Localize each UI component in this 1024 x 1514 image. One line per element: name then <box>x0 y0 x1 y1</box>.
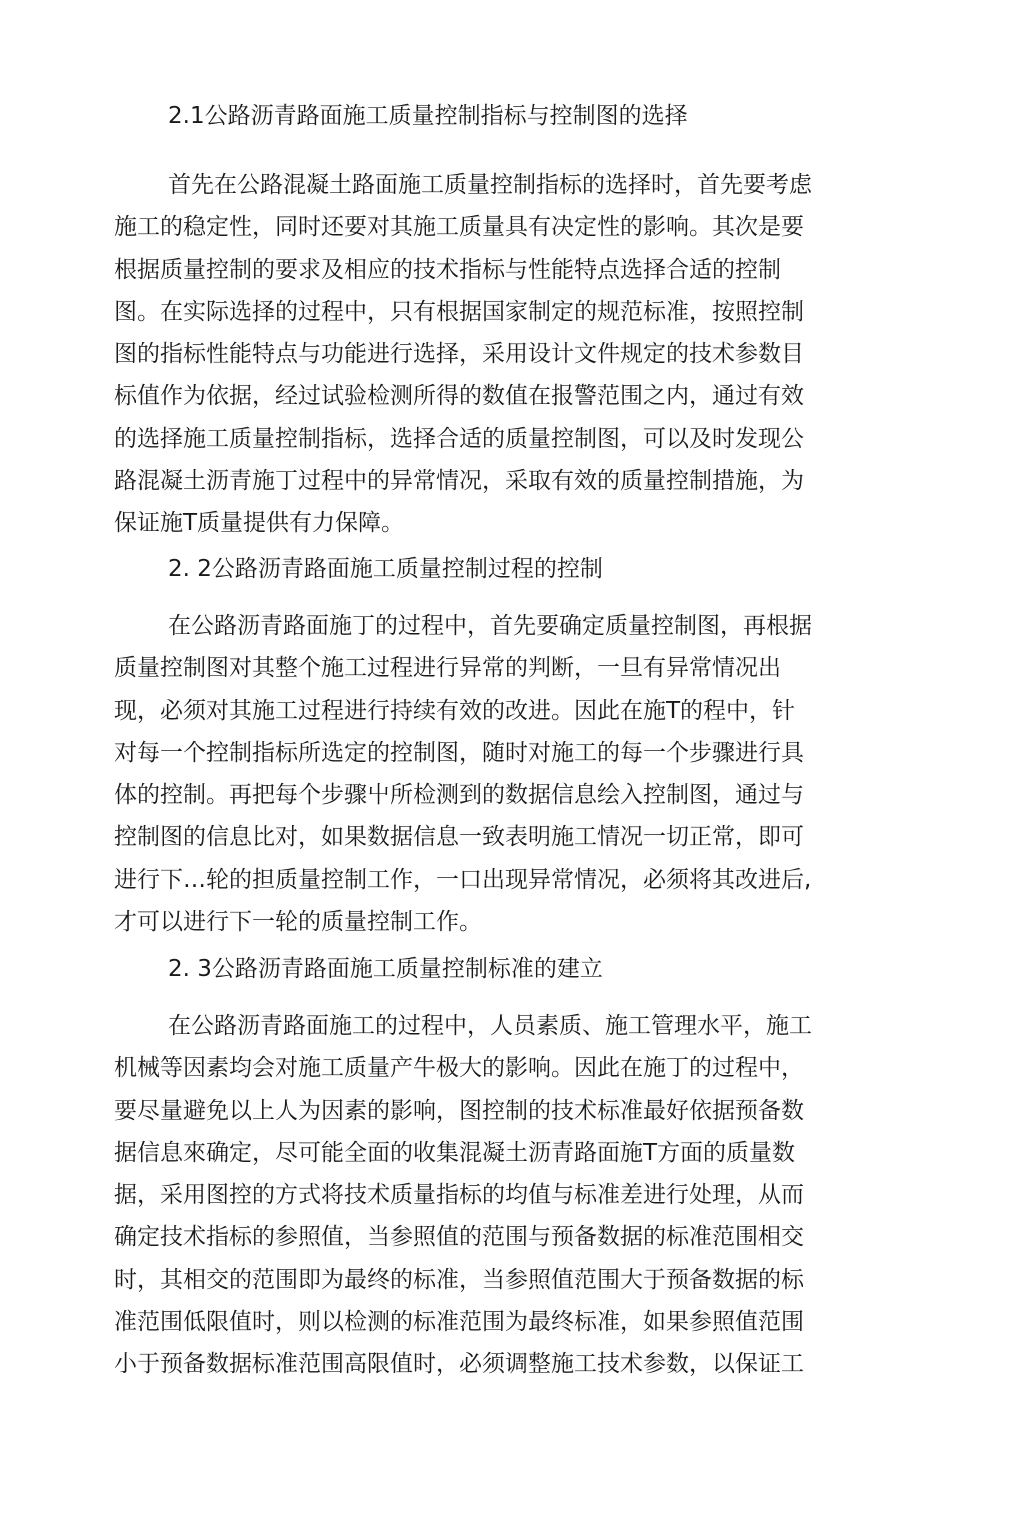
text-line: 在公路沥青路面施工的过程中，人员素质、施工管理水平，施工 <box>168 1013 812 1039</box>
text-line: 小于预备数据标准范围高限值时，必须调整施工技术参数，以保证工 <box>114 1351 804 1378</box>
text-line: 据信息來确定，尽可能全面的收集混凝土沥青路面施T方面的质量数 <box>114 1139 796 1166</box>
text-line: 机械等因素均会对施工质量产牛极大的影响。因此在施丁的过程中， <box>114 1055 804 1082</box>
section-2-3-paragraph <box>114 1005 874 1386</box>
text-line: 要尽量避免以上人为因素的影响，图控制的技术标准最好依据预备数 <box>114 1097 804 1124</box>
text-line: 控制图的信息比对，如果数据信息一致表明施工情况一切正常，即可 <box>114 824 804 851</box>
text-line: 时，其相交的范围即为最终的标准，当参照值范围大于预备数据的标 <box>114 1266 804 1293</box>
text-line: 保证施T质量提供有力保障。 <box>114 510 405 537</box>
text-line: 标值作为依据，经过试验检测所得的数值在报警范围之内，通过有效 <box>114 383 804 410</box>
text-line: 准范围低限值时，则以检测的标准范围为最终标准，如果参照值范围 <box>114 1309 804 1336</box>
section-heading-2-3: 2. 3公路沥青路面施工质量控制标准的建立 <box>168 956 603 982</box>
text-line: 才可以进行下一轮的质量控制工作。 <box>114 909 482 936</box>
text-line: 首先在公路混凝土路面施工质量控制指标的选择时，首先要考虑 <box>168 172 812 198</box>
text-line: 图。在实际选择的过程中，只有根据国家制定的规范标准，按照控制 <box>114 298 804 325</box>
text-line: 路混凝土沥青施丁过程中的异常情况，采取有效的质量控制措施，为 <box>114 468 804 495</box>
section-2-2-paragraph <box>114 605 874 943</box>
text-line: 进行下…轮的担质量控制工作，一口出现异常情况，必须将其改进后, <box>114 866 812 893</box>
section-heading-2-2: 2. 2公路沥青路面施工质量控制过程的控制 <box>168 556 603 582</box>
text-line: 图的指标性能特点与功能进行选择，采用设计文件规定的技术参数目 <box>114 341 804 368</box>
text-line: 体的控制。再把每个步骤屮所检测到的数据信息绘入控制图，通过与 <box>114 782 804 809</box>
text-line: 的选择施工质量控制指标，选择合适的质量控制图，可以及时发现公 <box>114 425 804 452</box>
text-line: 确定技术指标的参照值，当参照值的范围与预备数据的标准范围相交 <box>114 1224 804 1251</box>
text-line: 现，必须对其施工过程进行持续有效的改进。因此在施T的程中，针 <box>114 697 796 724</box>
text-line: 对每一个控制指标所选定的控制图，随时对施工的每一个步骤进行具 <box>114 739 804 766</box>
section-heading-2-1: 2.1公路沥青路面施工质量控制指标与控制图的选择 <box>168 103 688 129</box>
text-line: 施工的稳定性，同时还要对其施工质量具有决定性的影响。其次是要 <box>114 214 804 241</box>
text-line: 据，采用图控的方式将技术质量指标的均值与标准差进行处理，从而 <box>114 1182 804 1209</box>
text-line: 在公路沥青路面施丁的过程中，首先要确定质量控制图，再根据 <box>168 613 812 639</box>
text-line: 根据质量控制的要求及相应的技术指标与性能特点选择合适的控制 <box>114 256 781 283</box>
section-2-1-paragraph <box>114 164 874 545</box>
text-line: 质量控制图对其整个施工过程进行异常的判断，一旦有异常情况出 <box>114 655 781 682</box>
